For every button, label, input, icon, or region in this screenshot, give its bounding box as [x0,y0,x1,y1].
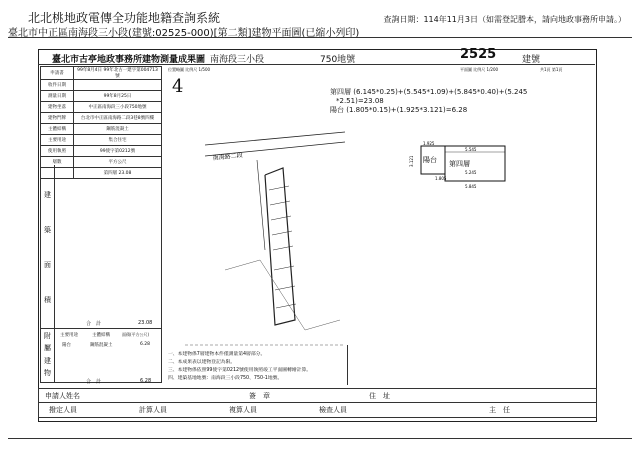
dimension-label: 1.805 [435,176,447,181]
side-char: 屬 [44,344,51,352]
info-value: 中正區南海段三小段750地號 [74,102,162,113]
document-subtitle: 臺北市中正區南海段三小段(建號:02525-000)[第二類]建物平面圖(已縮小列印) [8,28,360,39]
floor-marker: 4 [172,76,184,97]
header-divider [8,37,632,38]
location-sketch [165,120,350,355]
side-char: 築 [44,226,51,234]
hatch-line [269,186,289,190]
office-title: 臺北市古亭地政事務所建物測量成果圖 [52,55,206,65]
attach-row-area: 6.28 [140,342,151,347]
side-char: 建 [44,191,51,199]
check-staff-label: 檢查人員 [319,406,347,414]
director-label: 主 任 [489,406,510,414]
info-row [41,91,162,102]
info-label: 測量日期 [41,91,74,102]
note-line: 三、本建物係依照99使字第0212號使用執照竣工平面圖轉繪計算。 [168,368,312,373]
attach-header-structure: 主體結構 [92,333,110,338]
location-scale: 位置略圖 比例尺 1/500 [168,67,211,72]
title-divider [38,64,595,65]
address-label: 住 址 [369,392,390,400]
attach-header-area: 面積(平方公尺) [122,332,150,337]
area-calculation [330,88,580,115]
calc-staff-label: 計算人員 [139,406,167,414]
attach-header-use: 主要用途 [60,333,78,338]
info-label: 主要用途 [41,135,74,146]
info-value: 集合住宅 [74,135,162,146]
survey-staff-label: 複算人員 [229,406,257,414]
attach-row-structure: 鋼筋混凝土 [90,343,113,348]
notes-box [162,345,348,385]
info-label: 建物門牌 [41,113,74,124]
side-char: 附 [44,332,51,340]
note-line: 一、本建物係7層建物本件僅測量第4層部分。 [168,352,266,357]
seal-label: 簽 章 [249,392,270,400]
floor-plan [405,138,525,198]
floor-area-formula: 第四層 (6.145*0.25)+(5.545*1.09)+(5.845*0.40)+(5.245 [330,88,528,96]
dimension-label: 5.545 [465,147,477,152]
side-char: 積 [44,296,51,304]
side-char: 面 [44,261,51,269]
attached-building-side-label [40,328,55,383]
applicant-label: 申請人姓名 [45,392,80,400]
road-line [205,132,345,145]
draw-staff-label: 撥定人員 [49,406,77,414]
plan-scale: 平面圖 比例尺 1/200 [460,67,499,72]
info-label: 使用執照 [41,146,74,157]
info-row [41,146,162,157]
info-value: 第四層 23.08 [74,168,162,179]
building-number-label: 建號 [522,55,541,65]
side-char: 物 [44,369,51,377]
info-label: 主體結構 [41,124,74,135]
hatch-line [272,231,292,235]
dimension-label: 3.121 [409,155,414,167]
road-name: 南海路二段 [212,151,244,162]
section-name: 南海段三小段 [210,55,265,65]
parcel-number: 750地號 [320,55,356,65]
info-row [41,102,162,113]
info-value: 平方公尺 [74,157,162,168]
boundary-line [225,260,340,330]
building-info-table [40,66,162,179]
info-label: 收件日期 [41,80,74,91]
side-char: 建 [44,357,51,365]
footer-divider [8,438,632,439]
dimension-label: 5.845 [465,184,477,189]
info-value: 鋼筋混凝土 [74,124,162,135]
info-value [74,80,162,91]
attach-row-use: 陽台 [62,343,71,348]
hatch-line [270,201,290,205]
staff-row [38,402,597,418]
balcony-label: 陽台 [423,156,437,164]
info-row [41,80,162,91]
info-value: 99使字第0212號 [74,146,162,157]
applicant-row [38,388,597,403]
info-value: 99年8月25日 [74,91,162,102]
dimension-label: 5.245 [465,170,477,175]
info-label: 層數 [41,157,74,168]
system-title: 北北桃地政電傳全功能地籍查詢系統 [28,11,221,25]
info-row [41,67,162,80]
info-label: 申請書 [41,67,74,80]
fourth-floor-label: 第四層 [449,160,470,168]
info-row [41,135,162,146]
left-table-border [40,165,162,383]
balcony-area-formula: 陽台 (1.805*0.15)+(1.925*3.121)=6.28 [330,106,468,114]
attach-total-value: 6.28 [140,378,152,384]
attach-total-label: 合 計 [86,379,102,385]
note-line: 二、本成果表以建物登記為限。 [168,360,236,365]
floor-area-formula-cont: *2.51)=23.08 [336,97,384,105]
info-label: 建物坐落 [41,102,74,113]
parcel-line [257,160,265,250]
building-number: 2525 [460,47,497,62]
info-row [41,113,162,124]
total-value: 23.08 [138,320,153,326]
info-row [41,124,162,135]
total-divider [40,328,162,329]
total-label: 合 計 [86,321,102,327]
info-value: 99年8月4日 99年北古一建字第004713號 [74,67,162,80]
page-count: 共1頁 第1頁 [540,67,563,72]
query-date: 查詢日期：114年11月3日（如需登記謄本，請向地政事務所申請。） [383,15,626,24]
note-line: 四、建築基地地號：南海段三小段750、750-1地號。 [168,376,283,381]
info-value: 台北市中正區南海路二段3巷8號四樓 [74,113,162,124]
hatch-line [271,216,291,220]
dimension-label: 1.925 [423,141,435,146]
hatch-line [276,304,296,308]
